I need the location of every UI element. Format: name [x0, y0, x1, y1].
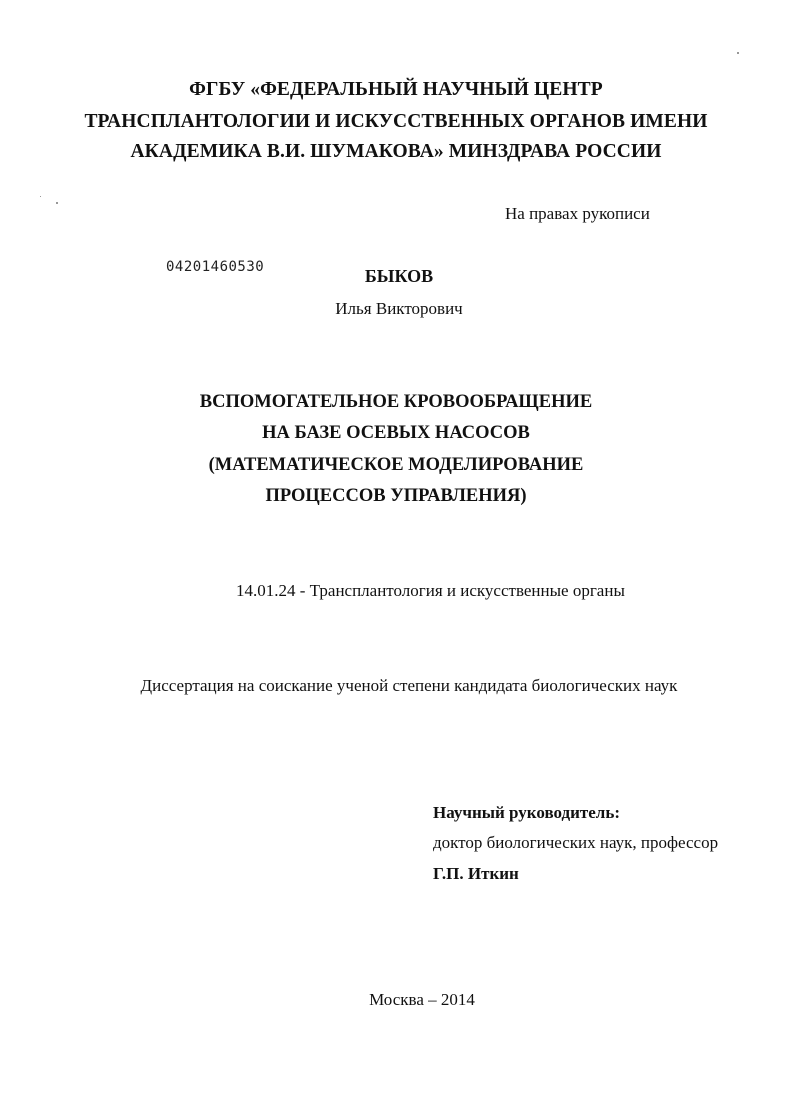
author-given-names: Илья Викторович: [335, 299, 463, 318]
institution-line-3: АКАДЕМИКА В.И. ШУМАКОВА» МИНЗДРАВА РОССИИ: [130, 141, 662, 162]
thesis-title-line-2: НА БАЗЕ ОСЕВЫХ НАСОСОВ: [262, 423, 530, 443]
institution-line-1: ФГБУ «ФЕДЕРАЛЬНЫЙ НАУЧНЫЙ ЦЕНТР: [189, 79, 603, 100]
thesis-title-line-1: ВСПОМОГАТЕЛЬНОЕ КРОВООБРАЩЕНИЕ: [199, 392, 593, 412]
registration-number-stamp: 04201460530: [166, 259, 265, 275]
specialty-code: 14.01.24 - Трансплантология и искусственные органы: [236, 581, 625, 600]
supervisor-credentials: доктор биологических наук, профессор: [433, 833, 719, 852]
thesis-title-line-4: ПРОЦЕССОВ УПРАВЛЕНИЯ): [265, 486, 527, 506]
scan-speck: [56, 202, 58, 204]
supervisor-heading: Научный руководитель:: [433, 803, 620, 822]
supervisor-name: Г.П. Иткин: [433, 864, 519, 883]
place-and-year: Москва – 2014: [369, 990, 475, 1009]
scan-speck: [40, 196, 41, 197]
manuscript-rights-note: На правах рукописи: [505, 204, 650, 223]
thesis-title-line-3: (МАТЕМАТИЧЕСКОЕ МОДЕЛИРОВАНИЕ: [208, 455, 584, 475]
scan-speck: [737, 52, 739, 54]
institution-line-2: ТРАНСПЛАНТОЛОГИИ И ИСКУССТВЕННЫХ ОРГАНОВ ИМЕНИ: [84, 111, 708, 132]
degree-statement: Диссертация на соискание ученой степени кандидата биологических наук: [140, 676, 678, 695]
author-surname: БЫКОВ: [364, 266, 434, 286]
